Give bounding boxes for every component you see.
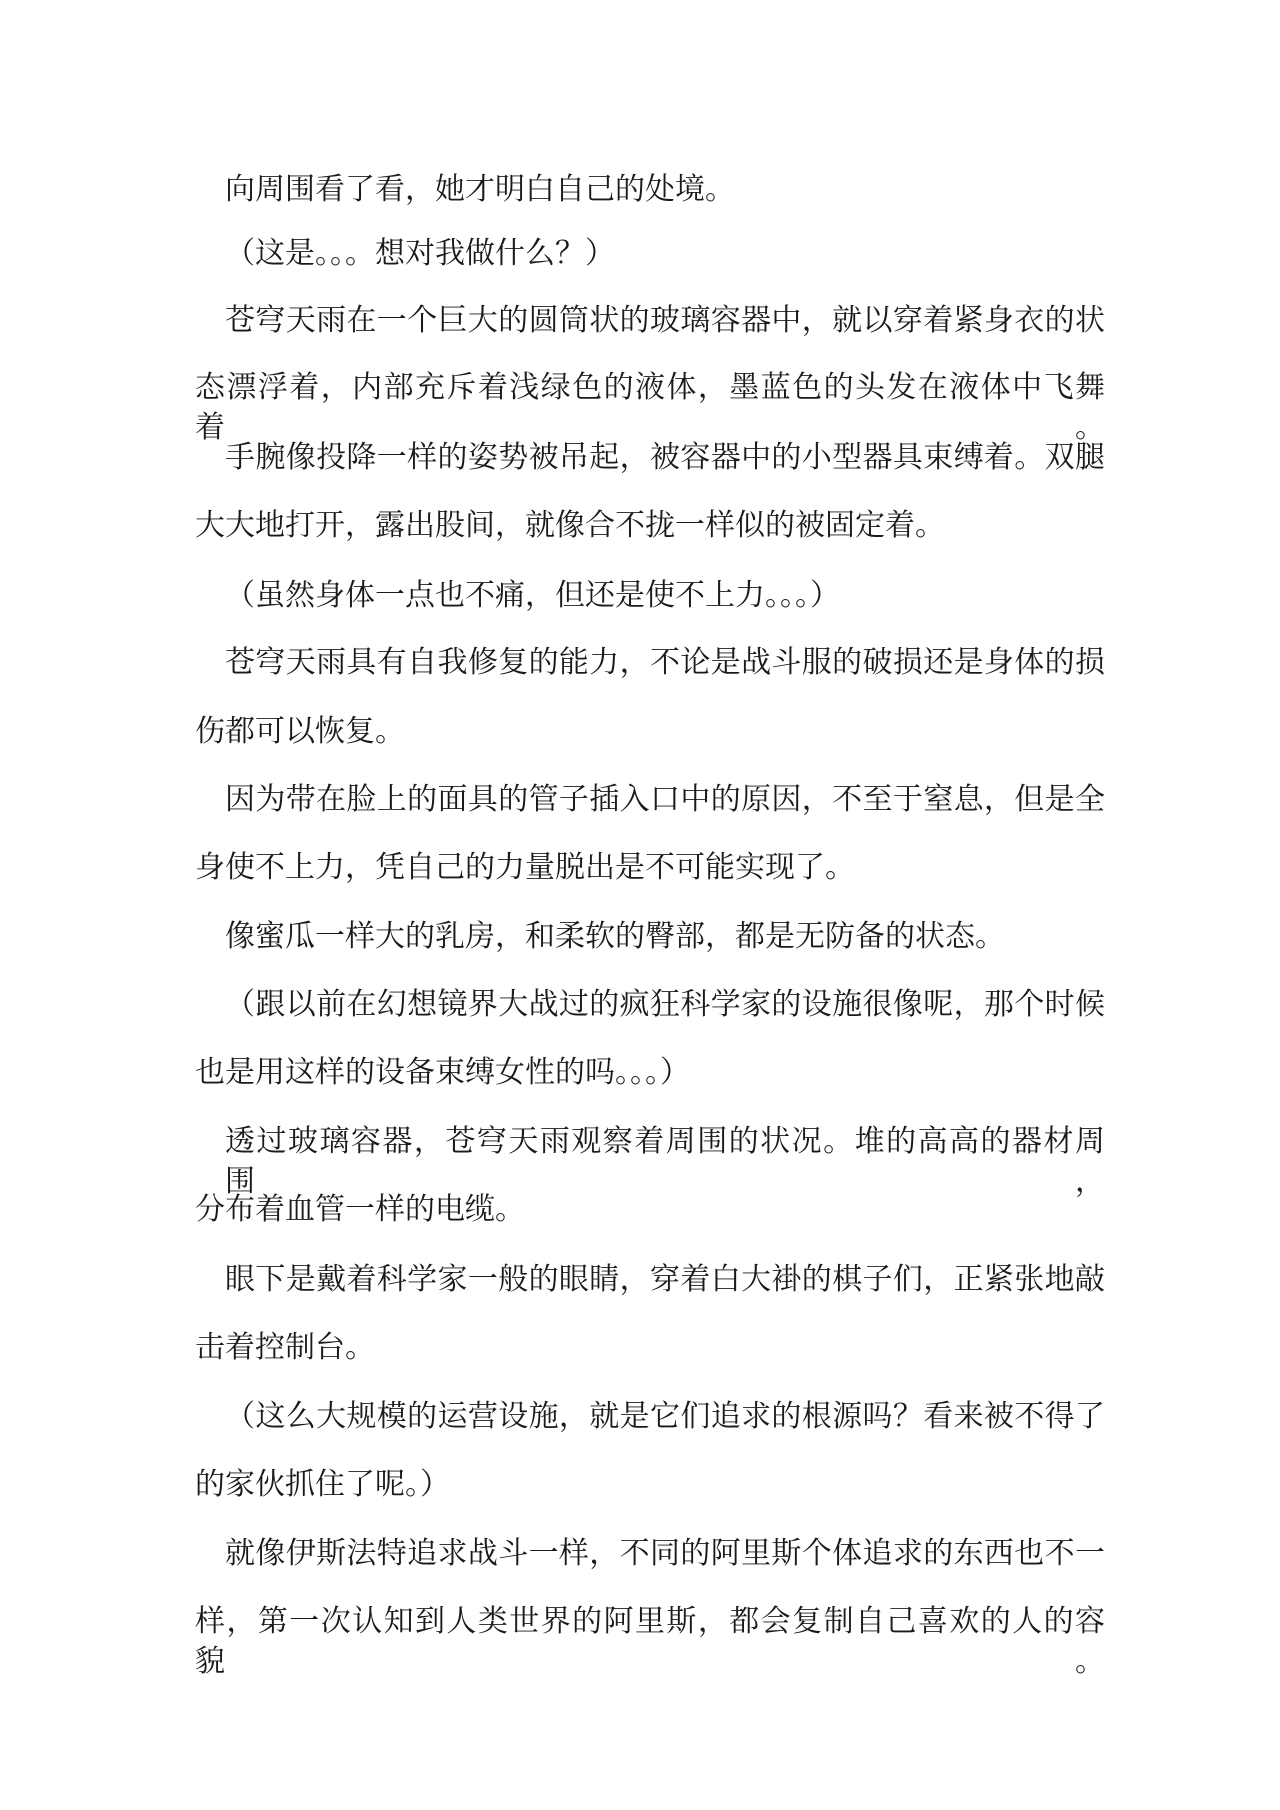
text-line: 手腕像投降一样的姿势被吊起，被容器中的小型器具束缚着。双腿	[225, 440, 1105, 475]
text-line: 透过玻璃容器，苍穹天雨观察着周围的状况。堆的高高的器材周围，	[225, 1124, 1105, 1199]
text-line: （虽然身体一点也不痛，但还是使不上力。。。）	[225, 578, 840, 613]
text-line: 击着控制台。	[195, 1330, 375, 1365]
text-line: 眼下是戴着科学家一般的眼睛，穿着白大褂的棋子们，正紧张地敲	[225, 1262, 1105, 1297]
text-line: 因为带在脸上的面具的管子插入口中的原因，不至于窒息，但是全	[225, 782, 1105, 817]
text-line: 像蜜瓜一样大的乳房，和柔软的臀部，都是无防备的状态。	[225, 919, 1005, 954]
text-line: （这是。。。想对我做什么？）	[225, 236, 615, 271]
text-line: 也是用这样的设备束缚女性的吗。。。）	[195, 1055, 690, 1090]
text-line: 的家伙抓住了呢。）	[195, 1467, 450, 1502]
text-line: 大大地打开，露出股间，就像合不拢一样似的被固定着。	[195, 508, 945, 543]
text-line: 样，第一次认知到人类世界的阿里斯，都会复制自己喜欢的人的容貌。	[195, 1604, 1105, 1679]
text-line: 苍穹天雨在一个巨大的圆筒状的玻璃容器中，就以穿着紧身衣的状	[225, 303, 1105, 338]
text-line: 苍穹天雨具有自我修复的能力，不论是战斗服的破损还是身体的损	[225, 645, 1105, 680]
text-line: 向周围看了看，她才明白自己的处境。	[225, 172, 735, 207]
text-line: （跟以前在幻想镜界大战过的疯狂科学家的设施很像呢，那个时候	[225, 987, 1105, 1022]
text-line: 态漂浮着，内部充斥着浅绿色的液体，墨蓝色的头发在液体中飞舞着。	[195, 370, 1105, 445]
text-line: 伤都可以恢复。	[195, 714, 405, 749]
text-line: 身使不上力，凭自己的力量脱出是不可能实现了。	[195, 850, 855, 885]
text-line: 就像伊斯法特追求战斗一样，不同的阿里斯个体追求的东西也不一	[225, 1536, 1105, 1571]
text-line: （这么大规模的运营设施，就是它们追求的根源吗？看来被不得了	[225, 1399, 1105, 1434]
text-line: 分布着血管一样的电缆。	[195, 1192, 525, 1227]
